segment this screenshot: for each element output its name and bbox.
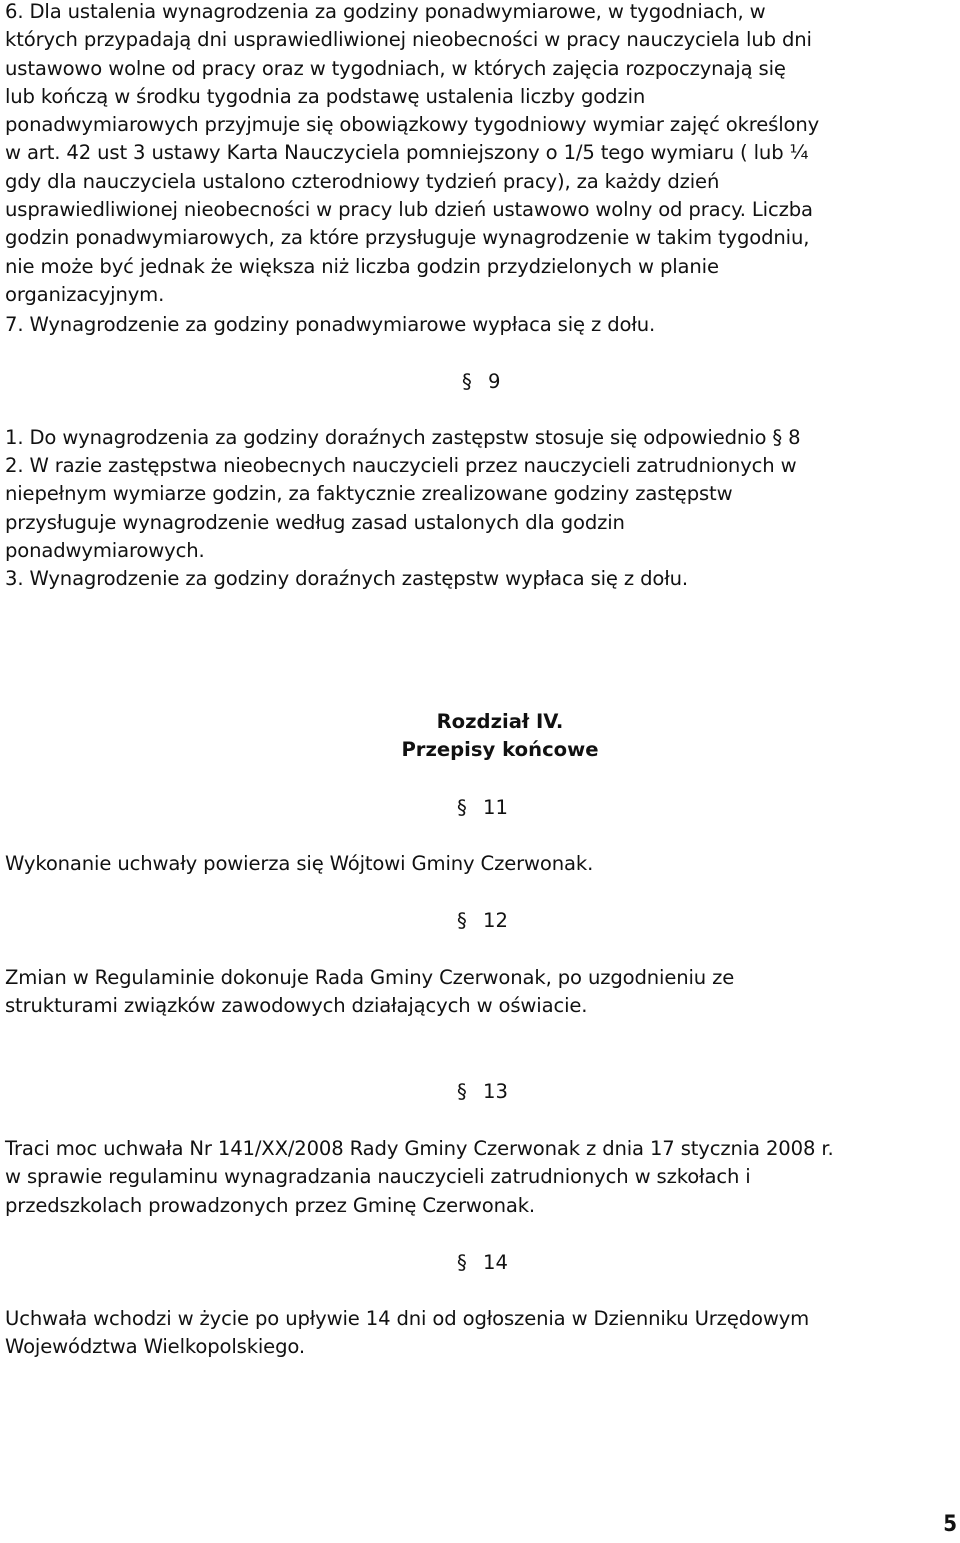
chapter-subtitle: Przepisy końcowe xyxy=(401,738,599,761)
section-number: 11 xyxy=(483,796,508,819)
section-14-heading xyxy=(457,1249,508,1277)
paragraph-line: ustawowo wolne od pracy oraz w tygodniach, w których zajęcia rozpoczynają się xyxy=(5,56,786,80)
section-13-text xyxy=(5,1135,960,1220)
chapter-title: Rozdział IV. xyxy=(436,710,564,733)
section-sign-icon: § xyxy=(457,796,467,819)
section-number: 12 xyxy=(483,909,508,932)
section-9-item-2 xyxy=(5,452,960,565)
section-9-heading xyxy=(462,368,500,396)
section-11-heading xyxy=(457,794,508,822)
section-sign-icon: § xyxy=(457,1080,467,1103)
paragraph-line: Traci moc uchwała Nr 141/XX/2008 Rady Gminy Czerwonak z dnia 17 stycznia 2008 r. xyxy=(5,1137,834,1160)
page-number: 5 xyxy=(943,1512,957,1537)
section-11-text: Wykonanie uchwały powierza się Wójtowi Gminy Czerwonak. xyxy=(5,852,594,875)
section-12-heading xyxy=(457,907,508,935)
paragraph-line: których przypadają dni usprawiedliwionej nieobecności w pracy nauczyciela lub dni xyxy=(5,28,812,52)
section-9-item-3: 3. Wynagrodzenie za godziny doraźnych zastępstw wypłaca się z dołu. xyxy=(5,567,689,590)
paragraph-line: 6. Dla ustalenia wynagrodzenia za godziny ponadwymiarowe, w tygodniach, w xyxy=(5,0,766,23)
section-sign-icon: § xyxy=(457,909,467,932)
paragraph-line: lub kończą w środku tygodnia za podstawę ustalenia liczby godzin xyxy=(5,84,646,108)
paragraph-line: Uchwała wchodzi w życie po upływie 14 dni od ogłoszenia w Dzienniku Urzędowym xyxy=(5,1307,810,1330)
paragraph-line: usprawiedliwionej nieobecności w pracy lub dzień ustawowo wolny od pracy. Liczba xyxy=(5,198,813,222)
paragraph-line: ponadwymiarowych. xyxy=(5,538,205,562)
paragraph-line: w sprawie regulaminu wynagradzania nauczycieli zatrudnionych w szkołach i xyxy=(5,1165,751,1189)
paragraph-line: niepełnym wymiarze godzin, za faktycznie zrealizowane godziny zastępstw xyxy=(5,482,733,506)
paragraph-line: 2. W razie zastępstwa nieobecnych nauczycieli przez nauczycieli zatrudnionych w xyxy=(5,454,797,477)
paragraph-line: przysługuje wynagrodzenie według zasad ustalonych dla godzin xyxy=(5,510,625,534)
section-number: 13 xyxy=(483,1080,508,1103)
paragraph-line: Województwa Wielkopolskiego. xyxy=(5,1335,305,1359)
section-13-heading xyxy=(457,1078,508,1106)
paragraph-line: organizacyjnym. xyxy=(5,282,165,306)
section-number: 9 xyxy=(488,370,501,393)
paragraph-line: strukturami związków zawodowych działających w oświacie. xyxy=(5,994,588,1018)
section-sign-icon: § xyxy=(457,1251,467,1274)
paragraph-line: godzin ponadwymiarowych, za które przysługuje wynagrodzenie w takim tygodniu, xyxy=(5,226,810,250)
section-number: 14 xyxy=(483,1251,508,1274)
paragraph-line: nie może być jednak że większa niż liczba godzin przydzielonych w planie xyxy=(5,254,719,278)
paragraph-line: przedszkolach prowadzonych przez Gminę Czerwonak. xyxy=(5,1193,535,1217)
paragraph-7: 7. Wynagrodzenie za godziny ponadwymiarowe wypłaca się z dołu. xyxy=(5,313,656,336)
section-sign-icon: § xyxy=(462,370,472,393)
paragraph-line: ponadwymiarowych przyjmuje się obowiązkowy tygodniowy wymiar zajęć określony xyxy=(5,113,820,137)
paragraph-line: w art. 42 ust 3 ustawy Karta Nauczyciela pomniejszony o 1/5 tego wymiaru ( lub ¼ xyxy=(5,141,809,165)
paragraph-line: Zmian w Regulaminie dokonuje Rada Gminy Czerwonak, po uzgodnieniu ze xyxy=(5,966,735,989)
section-14-text xyxy=(5,1305,960,1362)
paragraph-6 xyxy=(5,0,960,309)
section-9-item-1: 1. Do wynagrodzenia za godziny doraźnych zastępstw stosuje się odpowiednio § 8 xyxy=(5,426,801,449)
paragraph-line: gdy dla nauczyciela ustalono czterodniowy tydzień pracy), za każdy dzień xyxy=(5,169,720,193)
section-12-text xyxy=(5,964,960,1021)
